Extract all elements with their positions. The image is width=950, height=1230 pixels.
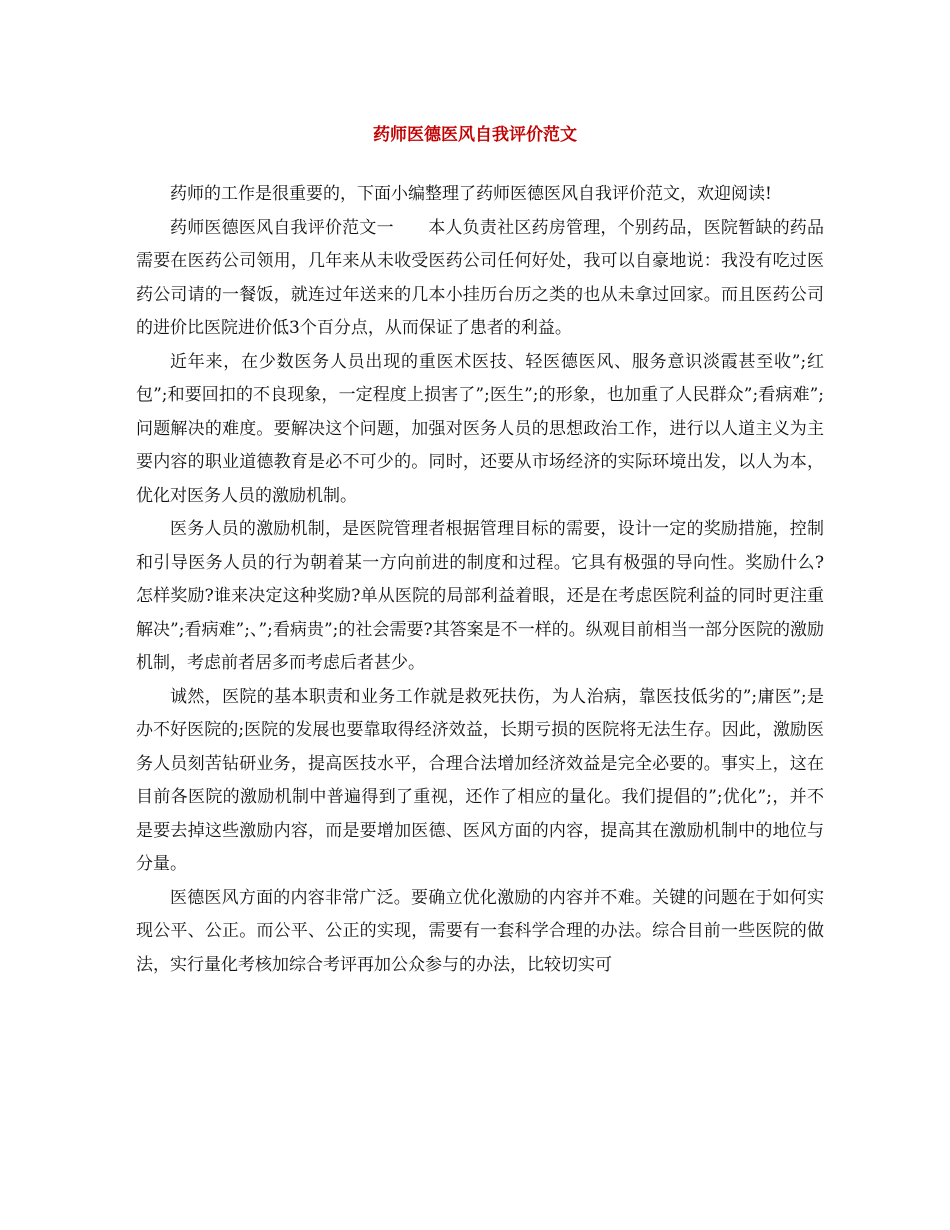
paragraph-ethics-content: 医德医风方面的内容非常广泛。要确立优化激励的内容并不难。关键的问题在于如何实现公平、公正。而公平、公正的实现，需要有一套科学合理的办法。综合目前一些医院的做法，实行量化考核加综合考评再加公众参与的办法，比较切实可: [136, 887, 824, 975]
document-title: 药师医德医风自我评价范文: [373, 125, 577, 145]
paragraph-intro: 药师的工作是很重要的，下面小编整理了药师医德医风自我评价范文，欢迎阅读!: [170, 184, 772, 204]
paragraph-sample-one: 药师医德医风自我评价范文一 本人负责社区药房管理，个别药品，医院暂缺的药品需要在医药公司领用，几年来从未收受医药公司任何好处，我可以自豪地说：我没有吃过医药公司请的一餐饭，就连过年送来的几本小挂历台历之类的也从未拿过回家。而且医药公司的进价比医院进价低3个百分点，从而保证了患者的利益。: [136, 217, 824, 338]
paragraph-incentive-mechanism: 医务人员的激励机制，是医院管理者根据管理目标的需要，设计一定的奖励措施，控制和引导医务人员的行为朝着某一方向前进的制度和过程。它具有极强的导向性。奖励什么?怎样奖励?谁来决定这种奖励?单从医院的局部利益着眼，还是在考虑医院利益的同时更注重解决”;看病难”;、”;看病贵”;的社会需要?其答案是不一样的。纵观目前相当一部分医院的激励机制，考虑前者居多而考虑后者甚少。: [136, 519, 824, 673]
document-body: [136, 178, 824, 982]
paragraph-recent-years: 近年来，在少数医务人员出现的重医术医技、轻医德医风、服务意识淡霞甚至收”;红包”;和要回扣的不良现象，一定程度上损害了”;医生”;的形象，也加重了人民群众”;看病难”;问题解决的难度。要解决这个问题，加强对医务人员的思想政治工作，进行以人道主义为主要内容的职业道德教育是必不可少的。同时，还要从市场经济的实际环境出发，以人为本，优化对医务人员的激励机制。: [136, 351, 824, 506]
paragraph-basic-duty: 诚然，医院的基本职责和业务工作就是救死扶伤，为人治病，靠医技低劣的”;庸医”;是办不好医院的;医院的发展也要靠取得经济效益，长期亏损的医院将无法生存。因此，激励医务人员刻苦钻研业务，提高医技水平，合理合法增加经济效益是完全必要的。事实上，这在目前各医院的激励机制中普遍得到了重视，还作了相应的量化。我们提倡的”;优化”;，并不是要去掉这些激励内容，而是要增加医德、医风方面的内容，提高其在激励机制中的地位与分量。: [136, 686, 824, 874]
